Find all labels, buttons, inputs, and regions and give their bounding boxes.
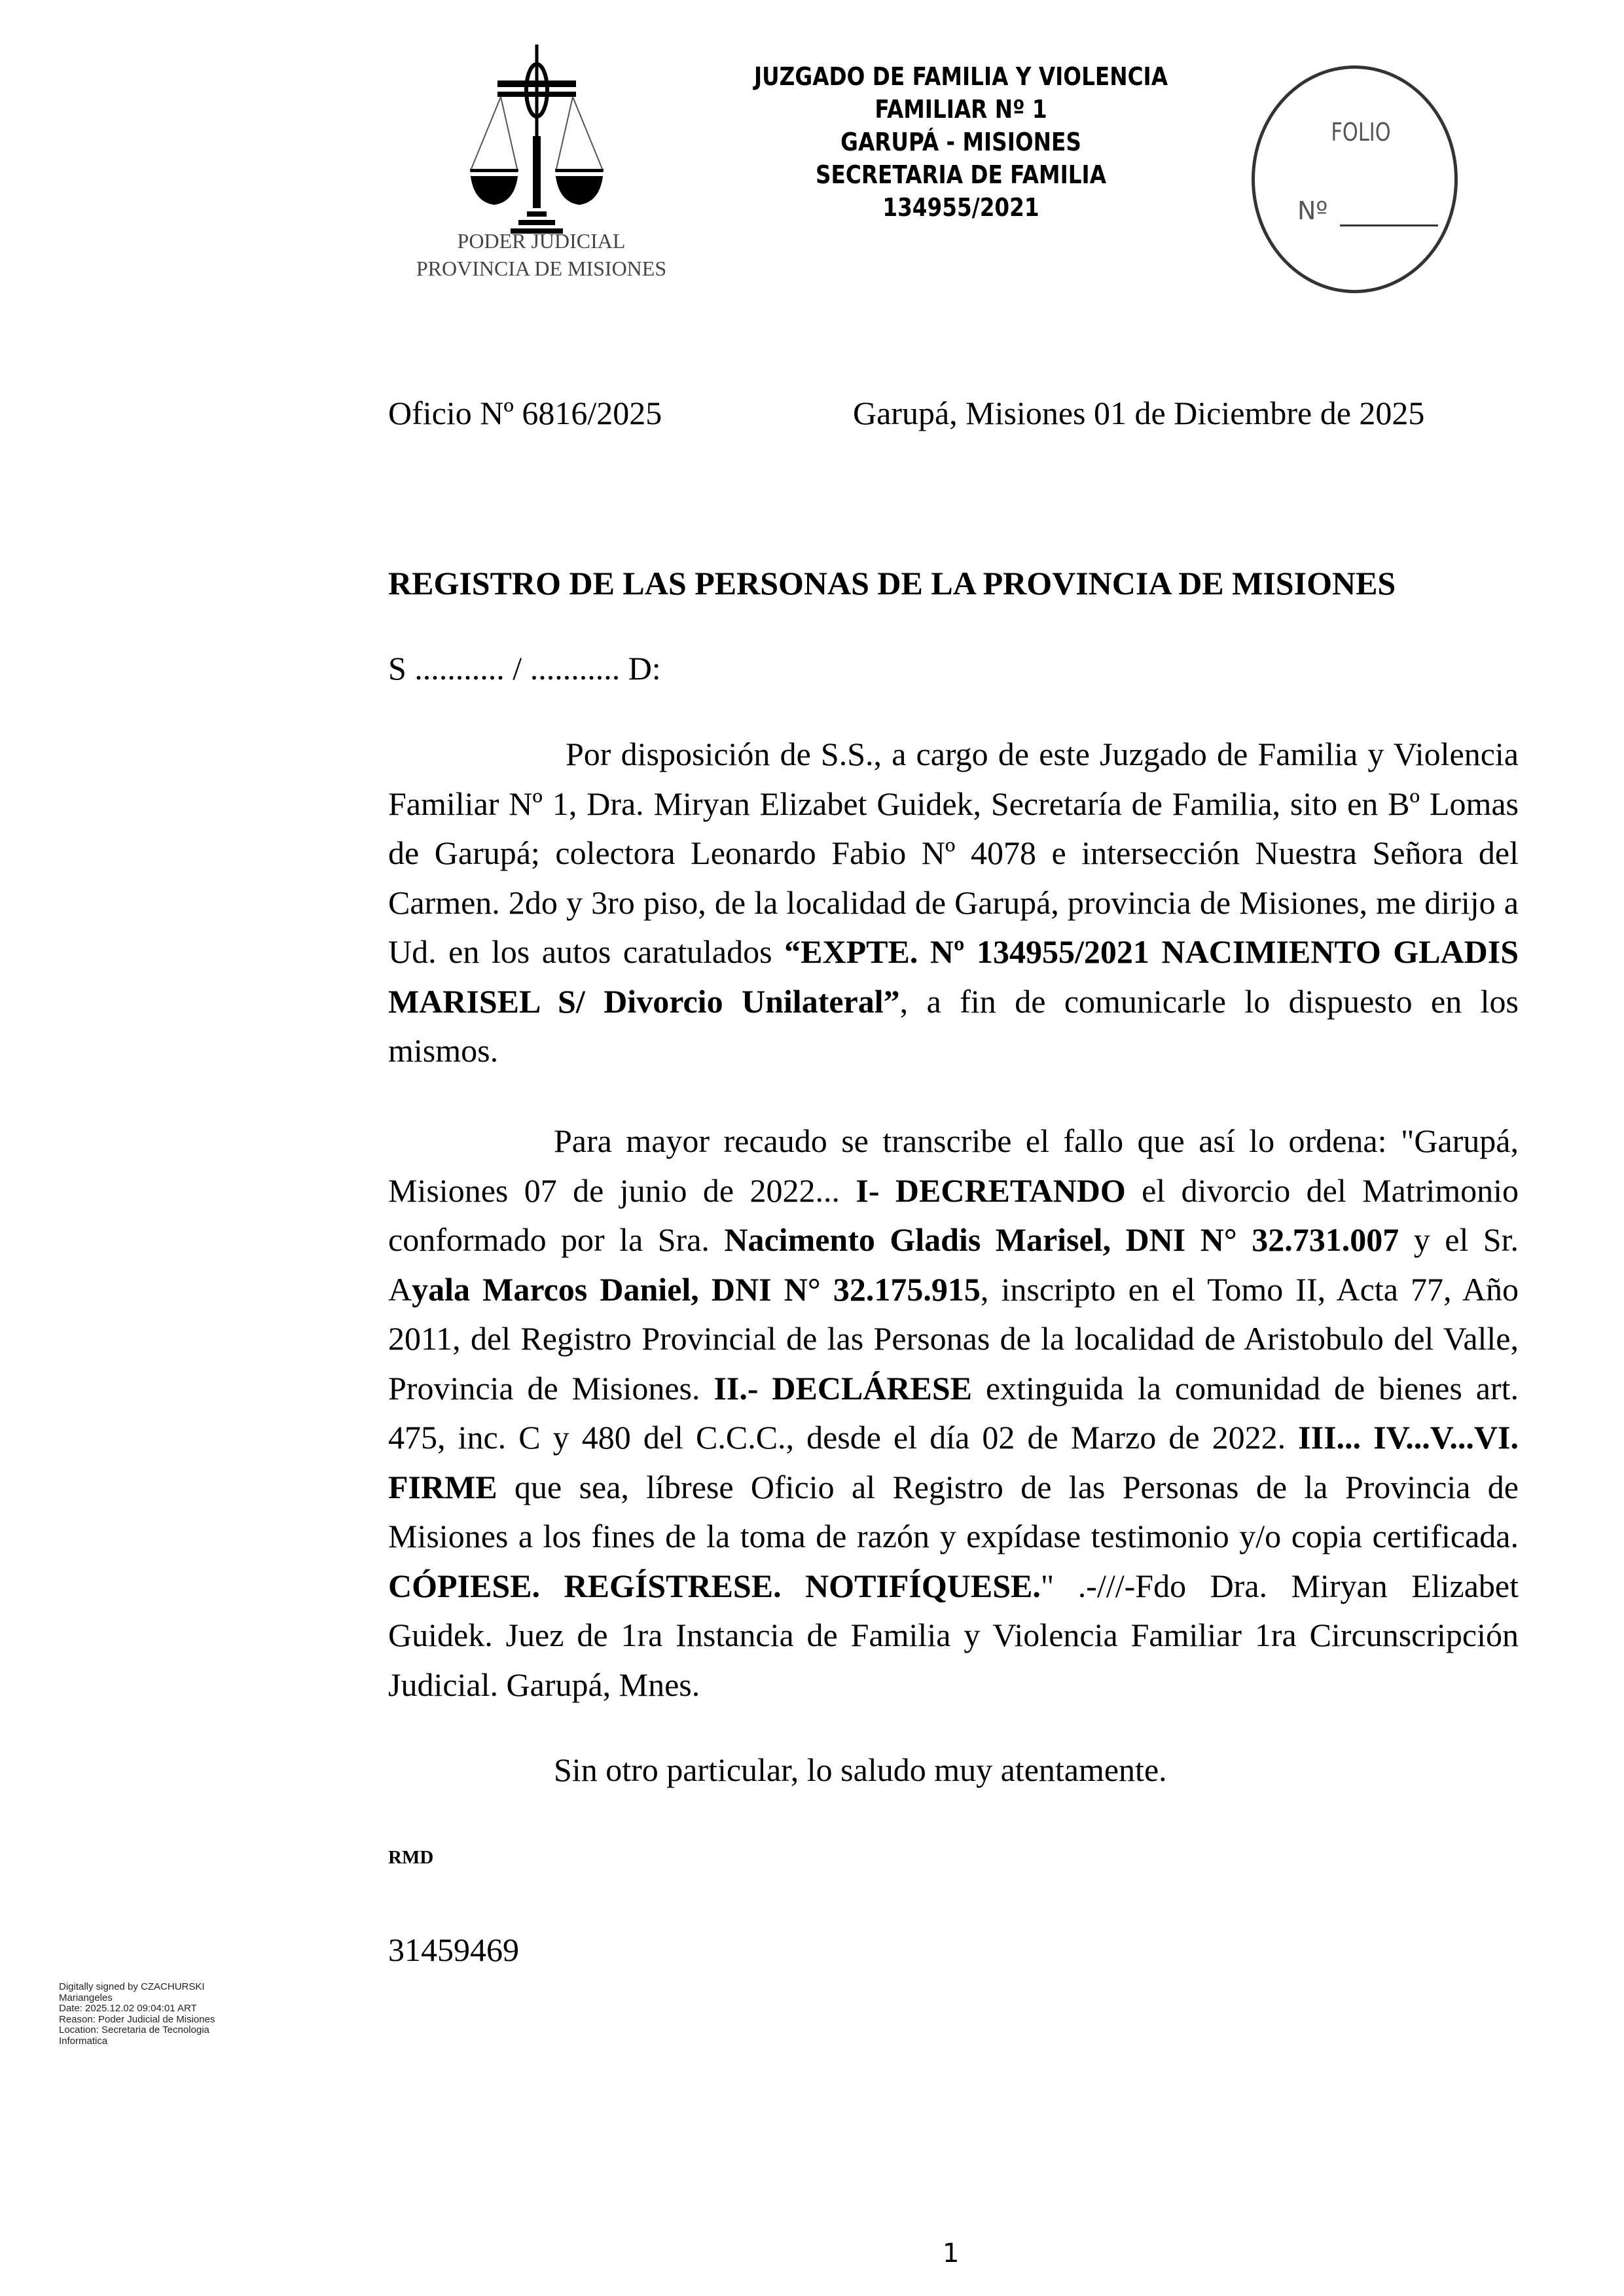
text-segment: " .-///-Fdo Dra. Miryan Elizabet Guidek. Juez de 1ra Instancia de Familia y Violencia Familiar 1ra Circunscripción Judicial. Garupá, Mnes. — [388, 1567, 1519, 1703]
signature-line: Location: Secretaria de Tecnologia — [59, 2024, 209, 2036]
bold-text-segment: yala Marcos Daniel, DNI N° 32.175.915 — [412, 1270, 981, 1308]
bold-text-segment: I- DECRETANDO — [856, 1172, 1126, 1209]
bold-text-segment: III... IV...V...VI. FIRME — [388, 1419, 1519, 1505]
paragraph-2 — [388, 1117, 1519, 1710]
signature-line: Mariangeles — [59, 1992, 113, 2003]
initials: RMD — [388, 1847, 434, 1868]
folio-number-line — [1340, 224, 1438, 226]
reference-number: 31459469 — [388, 1931, 519, 1968]
scales-of-justice-logo — [445, 45, 641, 234]
bold-text-segment: “EXPTE. Nº 134955/2021 NACIMIENTO GLADIS MARISEL S/ Divorcio Unilateral” — [388, 933, 1519, 1020]
text-segment: , a fin de comunicarle lo dispuesto en los mismos. — [388, 982, 1519, 1069]
page-number: 1 — [943, 2238, 960, 2269]
date-line: Garupá, Misiones 01 de Diciembre de 2025 — [853, 395, 1425, 431]
recipient: REGISTRO DE LAS PERSONAS DE LA PROVINCIA DE MISIONES — [388, 565, 1396, 601]
paragraph-1 — [388, 730, 1519, 1076]
text-segment: Por disposición de S.S., a cargo de este Juzgado de Familia y Violencia Familiar Nº 1, Dra. Miryan Elizabet Guidek, Secretaría de Familia, sito en Bº Lomas de Garupá; colectora Leonardo Fabio Nº 4078 e intersección Nuestra Señora del Carmen. 2do y 3ro piso, de la localidad de Garupá, provincia de Misiones, me dirijo a Ud. en los autos caratulados — [388, 736, 1519, 970]
text-segment: Para mayor recaudo se transcribe el fallo que así lo ordena: "Garupá, Misiones 07 de junio de 2022... — [388, 1122, 1519, 1209]
signature-line: Informatica — [59, 2035, 108, 2047]
court-name-line2: FAMILIAR Nº 1 — [875, 95, 1047, 124]
bold-text-segment: Nacimento Gladis Marisel, DNI N° 32.731.007 — [724, 1221, 1399, 1258]
text-segment: que sea, líbrese Oficio al Registro de las Personas de la Provincia de Misiones a los fines de la toma de razón y expídase testimonio y/o copia certificada. — [388, 1468, 1519, 1554]
digital-signature — [59, 1982, 215, 2047]
signature-line: Reason: Poder Judicial de Misiones — [59, 2013, 215, 2025]
court-secretariat: SECRETARIA DE FAMILIA — [815, 160, 1107, 189]
text-segment: extinguida la comunidad de bienes art. 475, inc. C y 480 del C.C.C., desde el día 02 de Marzo de 2022. — [388, 1369, 1519, 1456]
closing: Sin otro particular, lo saludo muy atentamente. — [554, 1751, 1167, 1788]
folio-number-label: Nº — [1297, 196, 1328, 225]
case-number: 134955/2021 — [882, 193, 1039, 222]
logo-text-line: PODER JUDICIAL — [457, 229, 626, 253]
court-name: JUZGADO DE FAMILIA Y VIOLENCIA — [753, 62, 1168, 91]
oficio-number: Oficio Nº 6816/2025 — [388, 395, 662, 431]
text-segment: y el Sr. A — [388, 1221, 1519, 1308]
signature-line: Date: 2025.12.02 09:04:01 ART — [59, 2003, 197, 2014]
bold-text-segment: II.- DECLÁRESE — [713, 1369, 973, 1407]
bold-text-segment: CÓPIESE. REGÍSTRESE. NOTIFÍQUESE. — [388, 1567, 1041, 1604]
folio-label: FOLIO — [1331, 118, 1391, 147]
text-segment: el divorcio del Matrimonio conformado por la Sra. — [388, 1172, 1519, 1258]
court-location: GARUPÁ - MISIONES — [840, 128, 1081, 156]
signature-line: Digitally signed by CZACHURSKI — [59, 1981, 205, 1992]
court-header — [699, 60, 1223, 224]
salutation: S ........... / ........... D: — [388, 650, 661, 687]
folio-stamp — [1252, 65, 1458, 293]
logo-text-line: PROVINCIA DE MISIONES — [416, 257, 667, 280]
text-segment: , inscripto en el Tomo II, Acta 77, Año 2011, del Registro Provincial de las Personas de la localidad de Aristobulo del Valle, Provincia de Misiones. — [388, 1270, 1519, 1407]
